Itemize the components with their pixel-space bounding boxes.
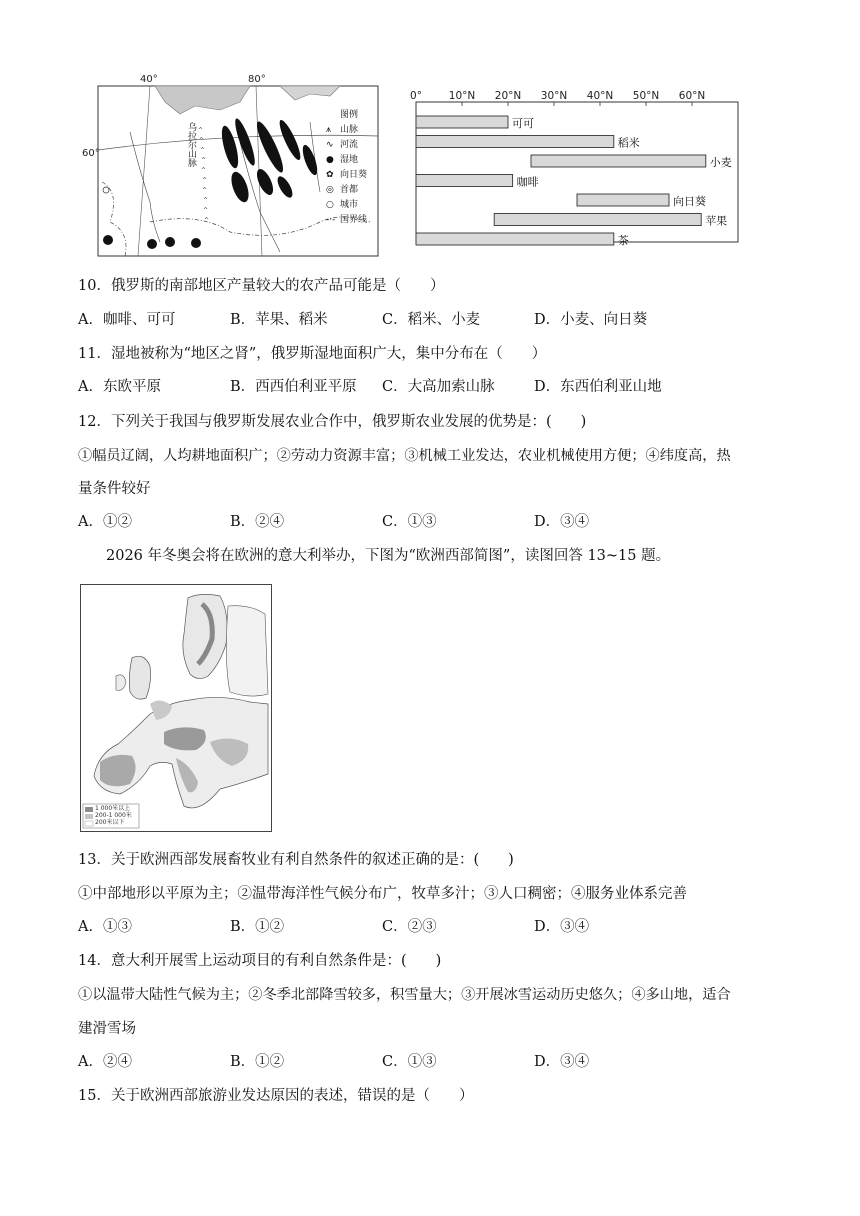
legend-low: 200米以下 bbox=[95, 819, 125, 826]
legend-high: 1 000米以上 bbox=[95, 805, 131, 812]
range-bar bbox=[416, 175, 513, 187]
x-tick-label: 10°N bbox=[448, 90, 476, 102]
q12-statements-line1: ①幅员辽阔，人均耕地面积广；②劳动力资源丰富；③机械工业发达，农业机械使用方便；④纬度高，热 bbox=[78, 448, 731, 464]
lon-label-80: 80° bbox=[248, 74, 266, 85]
russia-map-legend bbox=[326, 108, 400, 228]
crop-latitude-chart bbox=[408, 88, 748, 248]
q14-option-d[interactable]: D．③④ bbox=[534, 1054, 590, 1070]
q12-stem: 12．下列关于我国与俄罗斯发展农业合作中，俄罗斯农业发展的优势是：( ) bbox=[78, 414, 587, 430]
q13-option-a[interactable]: A．①③ bbox=[78, 919, 132, 935]
crop-latitude-chart-figure bbox=[408, 88, 748, 248]
bar-label: 稻米 bbox=[617, 136, 640, 150]
legend-item-mountain: ⩚ 山脉 bbox=[326, 123, 400, 138]
sunflower-icon: ✿ bbox=[326, 170, 334, 180]
x-tick-label: 60°N bbox=[678, 90, 706, 102]
bar-label: 向日葵 bbox=[673, 195, 706, 208]
q13-option-b[interactable]: B．①② bbox=[230, 919, 285, 935]
europe-map-figure bbox=[80, 584, 272, 832]
q11-stem: 11．湿地被称为“地区之肾”，俄罗斯湿地面积广大，集中分布在（ ） bbox=[78, 346, 547, 362]
legend-item-border: -·- 国界线 bbox=[326, 213, 400, 228]
x-tick-label: 40°N bbox=[586, 90, 614, 102]
q10-option-b[interactable]: B．苹果、稻米 bbox=[230, 312, 328, 328]
q10-option-d[interactable]: D．小麦、向日葵 bbox=[534, 312, 648, 328]
legend-item-city: ○ 城市 bbox=[326, 198, 400, 213]
x-tick-label: 20°N bbox=[494, 90, 522, 102]
q14-statements-line2: 建滑雪场 bbox=[78, 1021, 136, 1037]
x-tick-label: 0° bbox=[410, 90, 422, 102]
legend-title: 图例 bbox=[340, 110, 359, 120]
capital-icon: ◎ bbox=[326, 185, 334, 195]
q13-option-d[interactable]: D．③④ bbox=[534, 919, 590, 935]
q12-option-b[interactable]: B．②④ bbox=[230, 514, 285, 530]
q12-statements-line2: 量条件较好 bbox=[78, 481, 151, 497]
legend-mid: 200-1 000米 bbox=[95, 812, 132, 819]
x-tick-label: 30°N bbox=[540, 90, 568, 102]
bar-label: 可可 bbox=[512, 117, 534, 130]
svg-text:^: ^ bbox=[201, 167, 207, 174]
svg-text:^: ^ bbox=[201, 157, 207, 164]
q10-option-c[interactable]: C．稻米、小麦 bbox=[382, 312, 481, 328]
legend-item-wetland: ● 湿地 bbox=[326, 153, 400, 168]
range-bar bbox=[531, 155, 706, 167]
q15-stem: 15．关于欧洲西部旅游业发达原因的表述，错误的是（ ） bbox=[78, 1088, 474, 1104]
svg-text:^: ^ bbox=[203, 207, 209, 214]
bar-label: 茶 bbox=[617, 234, 629, 247]
mountain-icon: ⩚ bbox=[326, 125, 332, 135]
lon-label-40: 40° bbox=[140, 74, 158, 85]
q11-option-b[interactable]: B．西西伯利亚平原 bbox=[230, 379, 357, 395]
europe-map bbox=[80, 584, 272, 832]
bar-label: 小麦 bbox=[709, 156, 732, 169]
europe-map-legend bbox=[95, 805, 132, 826]
legend-item-river: ∿ 河流 bbox=[326, 138, 400, 153]
svg-text:^: ^ bbox=[202, 177, 208, 184]
q12-option-a[interactable]: A．①② bbox=[78, 514, 132, 530]
bar-label: 苹果 bbox=[705, 214, 728, 228]
range-bar bbox=[416, 136, 614, 148]
q14-statements-line1: ①以温带大陆性气候为主；②冬季北部降雪较多，积雪量大；③开展冰雪运动历史悠久；④多山地，适合 bbox=[78, 987, 731, 1003]
range-bar bbox=[494, 214, 701, 226]
wetland-icon: ● bbox=[326, 155, 334, 165]
range-bar bbox=[416, 233, 614, 245]
q11-option-c[interactable]: C．大高加索山脉 bbox=[382, 379, 495, 395]
q11-option-d[interactable]: D．东西伯利亚山地 bbox=[534, 379, 662, 395]
q14-option-c[interactable]: C．①③ bbox=[382, 1054, 437, 1070]
q14-stem: 14．意大利开展雪上运动项目的有利自然条件是：( ) bbox=[78, 953, 442, 969]
x-tick-label: 50°N bbox=[632, 90, 660, 102]
q12-option-d[interactable]: D．③④ bbox=[534, 514, 590, 530]
q13-option-c[interactable]: C．②③ bbox=[382, 919, 437, 935]
q13-stem: 13．关于欧洲西部发展畜牧业有利自然条件的叙述正确的是：( ) bbox=[78, 852, 514, 868]
bar-label: 咖啡 bbox=[516, 175, 539, 189]
lat-label-60: 60° bbox=[82, 148, 100, 159]
svg-text:^: ^ bbox=[202, 187, 208, 194]
legend-item-sunflower: ✿ 向日葵 bbox=[326, 168, 400, 183]
river-icon: ∿ bbox=[326, 140, 334, 150]
russia-map-figure bbox=[80, 72, 400, 262]
q10-stem: 10．俄罗斯的南部地区产量较大的农产品可能是（ ） bbox=[78, 278, 445, 294]
svg-text:^: ^ bbox=[198, 127, 204, 134]
q14-option-a[interactable]: A．②④ bbox=[78, 1054, 132, 1070]
svg-text:^: ^ bbox=[204, 217, 210, 224]
svg-text:^: ^ bbox=[203, 197, 209, 204]
q13-statements: ①中部地形以平原为主；②温带海洋性气候分布广，牧草多汁；③人口稠密；④服务业体系完善 bbox=[78, 886, 687, 902]
range-bar bbox=[416, 116, 508, 128]
svg-text:^: ^ bbox=[200, 147, 206, 154]
legend-item-capital: ◎ 首都 bbox=[326, 183, 400, 198]
q11-option-a[interactable]: A．东欧平原 bbox=[78, 379, 161, 395]
q14-option-b[interactable]: B．①② bbox=[230, 1054, 285, 1070]
section-intro: 2026 年冬奥会将在欧洲的意大利举办，下图为“欧洲西部简图”，读图回答 13~15 题。 bbox=[106, 548, 671, 564]
border-icon: -·- bbox=[326, 215, 336, 225]
q12-option-c[interactable]: C．①③ bbox=[382, 514, 437, 530]
range-bar bbox=[577, 194, 669, 206]
q10-option-a[interactable]: A．咖啡、可可 bbox=[78, 312, 176, 328]
svg-text:^: ^ bbox=[199, 137, 205, 144]
ural-range-label: 乌拉尔山脉 bbox=[186, 122, 196, 167]
city-icon: ○ bbox=[326, 200, 334, 210]
